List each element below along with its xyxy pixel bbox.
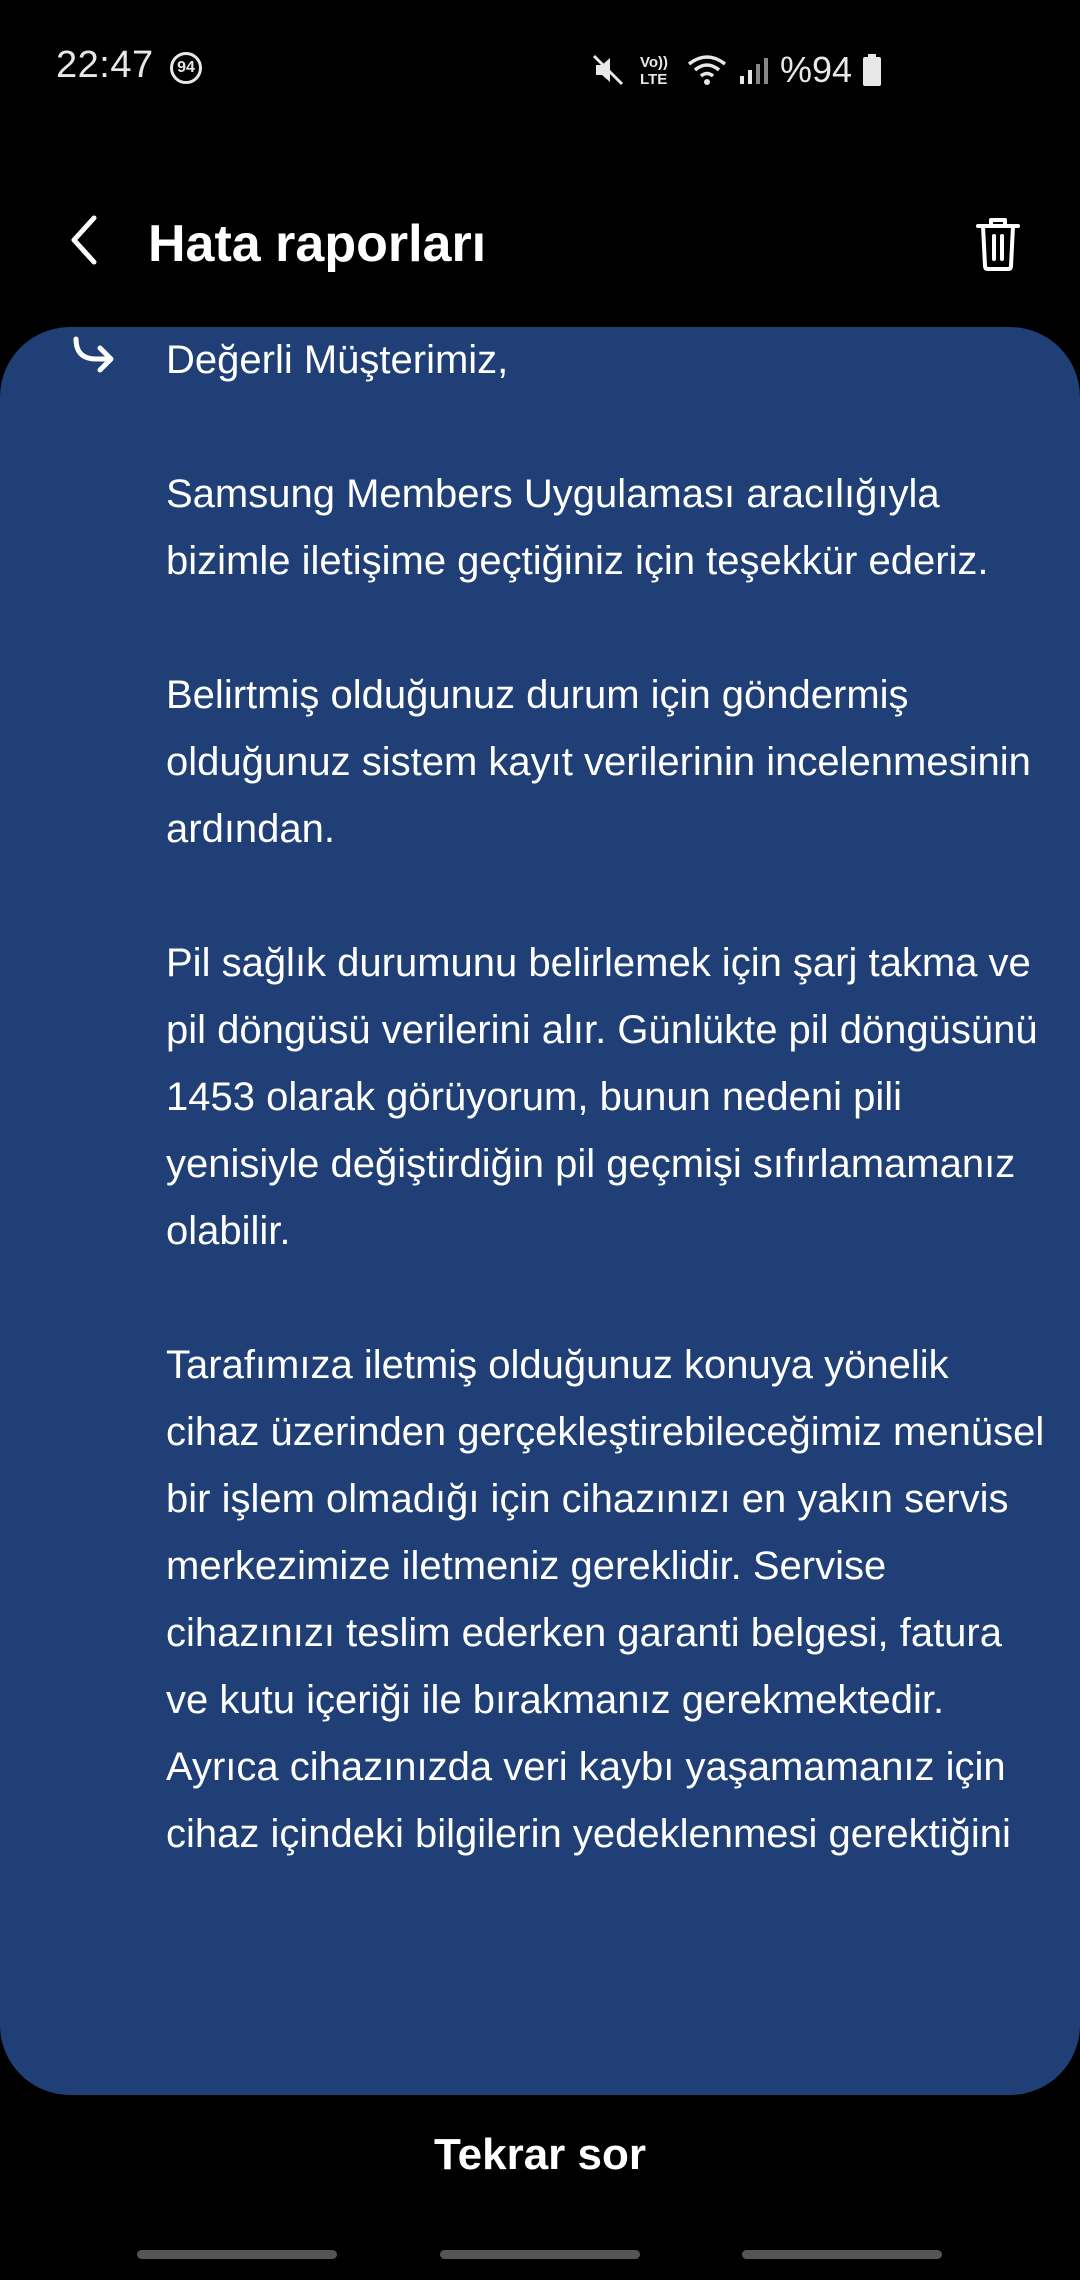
battery-percent: %94 <box>779 49 852 90</box>
page-title: Hata raporları <box>148 215 487 273</box>
ask-again-button[interactable]: Tekrar sor <box>434 2130 646 2179</box>
status-icons <box>590 48 882 92</box>
mute-icon <box>590 52 626 88</box>
nav-home-button[interactable] <box>440 2250 640 2259</box>
chevron-left-icon <box>64 214 104 271</box>
nav-back-button[interactable] <box>742 2250 942 2259</box>
nav-recents-button[interactable] <box>137 2250 337 2259</box>
message-card[interactable] <box>0 327 1080 2095</box>
battery-icon <box>862 52 882 88</box>
delete-button[interactable] <box>962 210 1034 282</box>
status-bar <box>0 0 1080 140</box>
navigation-bar <box>0 2250 1080 2262</box>
status-time: 22:47 <box>56 44 154 86</box>
notification-badge-icon: 94 <box>170 52 202 84</box>
reply-arrow-icon <box>70 335 116 386</box>
wifi-icon <box>686 52 728 88</box>
volte-label-top: Vo)) <box>639 54 668 71</box>
message-text: Değerli Müşterimiz, Samsung Members Uygulaması aracılığıyla bizimle iletişime geçtiğiniz için teşekkür ederiz. Belirtmiş olduğunuz durum için göndermiş olduğunuz sistem kayıt verilerinin incelenmesinin ardından. Pil sağlık durumunu belirlemek için şarj takma ve pil döngüsü verilerini alır. Günlükte pil döngüsünü 1453 olarak görüyorum, bunun nedeni pili yenisiyle değiştirdiğin pil geçmişi sıfırlamamanız olabilir. Tarafımıza iletmiş olduğunuz konuya yönelik cihaz üzerinden gerçekleştirebileceğimiz menüsel bir işlem olmadığı için cihazınızı en yakın servis merkezimize iletmeniz gereklidir. Servise cihazınızı teslim ederken garanti belgesi, fatura ve kutu içeriği ile bırakmanız gerekmektedir. Ayrıca cihazınızda veri kaybı yaşamamanız için cihaz içindeki bilgilerin yedeklenmesi gerektiğini <box>166 338 1045 1856</box>
app-bar <box>0 180 1080 310</box>
signal-icon <box>738 52 770 88</box>
volte-icon <box>636 50 676 90</box>
volte-label-bottom: LTE <box>639 71 668 88</box>
trash-icon <box>974 216 1022 277</box>
back-button[interactable] <box>52 210 116 274</box>
